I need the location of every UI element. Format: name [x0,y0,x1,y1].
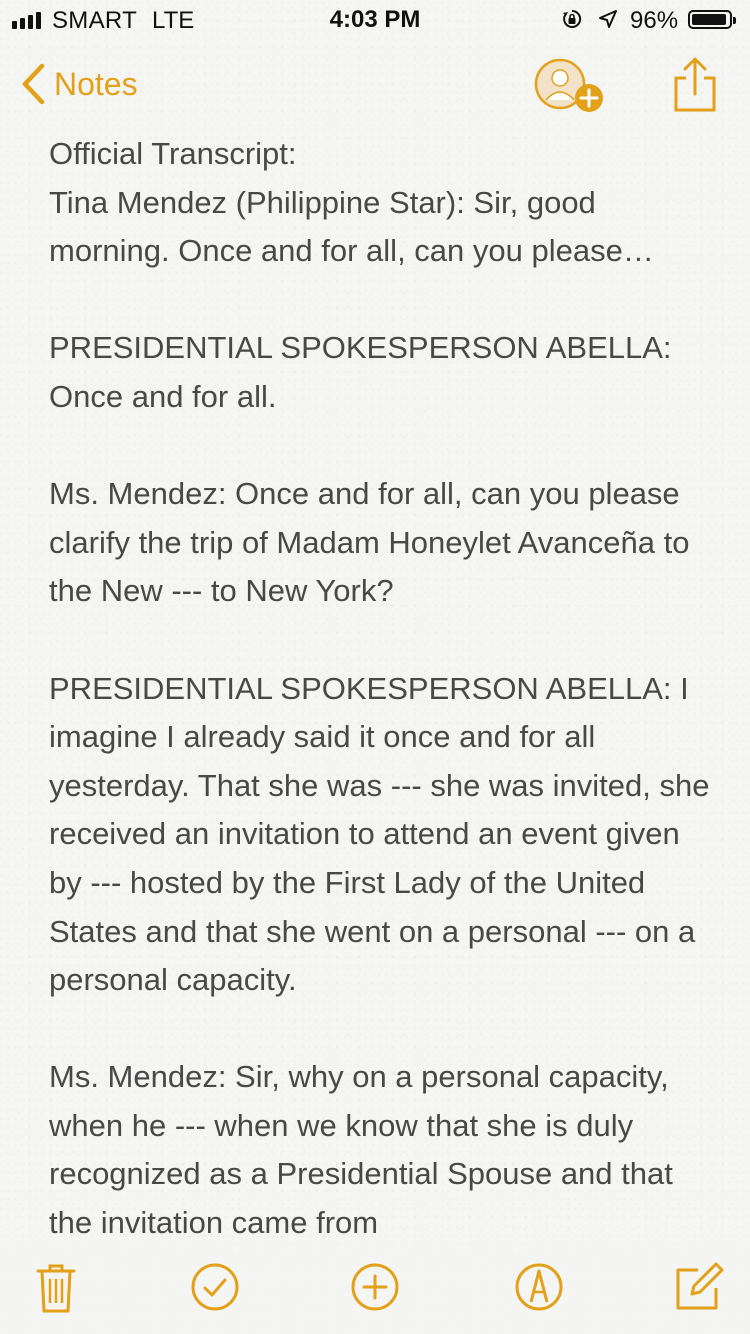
back-label: Notes [54,65,138,102]
network-type: LTE [152,7,195,34]
compose-icon[interactable] [674,1262,724,1312]
navigation-bar [0,50,750,120]
add-person-icon[interactable] [532,56,608,116]
back-to-notes-button[interactable] [20,62,138,106]
status-time: 4:03 PM [329,6,421,33]
checklist-icon[interactable] [190,1262,240,1312]
battery-percent: 96% [630,7,679,34]
add-icon[interactable] [350,1262,400,1312]
carrier-name: SMART [52,7,138,34]
location-arrow-icon [598,9,618,29]
markup-pen-icon[interactable] [514,1262,564,1312]
rotation-lock-icon [562,9,582,29]
bottom-toolbar [0,1246,750,1334]
battery-icon [688,10,732,29]
note-body[interactable]: Official Transcript: Tina Mendez (Philippine Star): Sir, good morning. Once and for all, can you please… PRESIDENTIAL SPOKESPERSON ABELLA: Once and for all. Ms. Mendez: Once and for all, can you please clarify the trip of Madam Honeylet Avanceña to the New --- to New York? PRESIDENTIAL SPOKESPERSON ABELLA: I imagine I already said it once and for all yesterday. That she was --- she was invited, she received an invitation to attend an event given by --- hosted by the First Lady of the United States and that she went on a personal --- on a personal capacity. Ms. Mendez: Sir, why on a personal capacity, when he --- when we know that she is duly recognized as a Presidential Spouse and that the invitation came from [49,136,710,1241]
chevron-left-icon [20,62,46,106]
share-icon[interactable] [672,56,718,114]
trash-icon[interactable] [36,1262,76,1314]
status-bar [0,0,750,40]
